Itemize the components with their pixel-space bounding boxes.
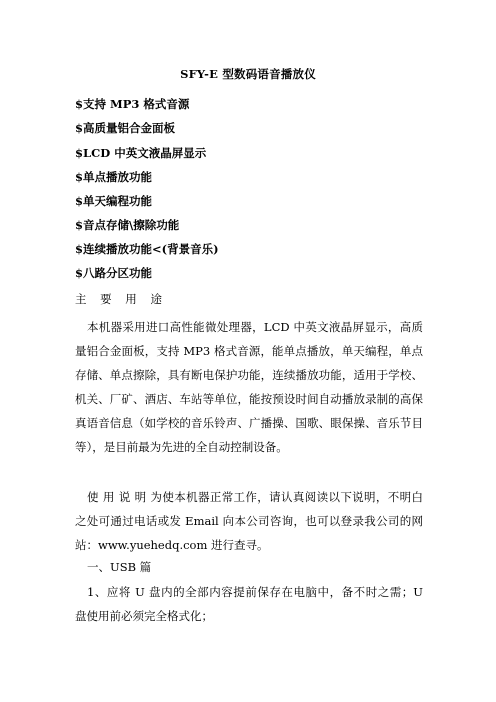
feature-store-erase: $音点存储\擦除功能: [75, 218, 180, 232]
feature-day-program: $单天编程功能: [75, 194, 153, 208]
section-main-use: 主 要 用 途: [75, 292, 167, 306]
feature-aluminum-panel: $高质量铝合金面板: [75, 121, 176, 135]
feature-mp3: $支持 MP3 格式音源: [75, 97, 190, 111]
document-title: SFY-E 型数码语音播放仪: [180, 67, 316, 81]
intro-paragraph: 本机器采用进口高性能微处理器，LCD 中英文液晶屏显示，高质量铝合金面板，支持 MP3 格式音源，能单点播放，单天编程，单点存储、单点擦除，具有断电保护功能，连续播放功能，适用于学校、机关、厂矿、酒店、车站等单位，能按预设时间自动播放录制的高保真语音信息（如学校的音乐铃声、广播操、国歌、眼保操、音乐节目等），是目前最为先进的全自动控制设备。: [75, 320, 423, 454]
feature-eight-zones: $八路分区功能: [75, 266, 153, 280]
feature-continuous-play: $连续播放功能<(背景音乐): [75, 242, 219, 256]
feature-single-play: $单点播放功能: [75, 170, 153, 184]
usb-item-1: 1、应将 U 盘内的全部内容提前保存在电脑中，备不时之需；U 盘使用前必须完全格式化；: [75, 585, 423, 623]
usage-paragraph: 使 用 说 明 为使本机器正常工作，请认真阅读以下说明，不明白之处可通过电话或发 Email 向本公司咨询，也可以登录我公司的网站：www.yuehedq.com 进行查寻。: [75, 490, 423, 552]
usb-heading: 一、USB 篇: [87, 560, 152, 574]
feature-lcd: $LCD 中英文液晶屏显示: [75, 146, 207, 160]
